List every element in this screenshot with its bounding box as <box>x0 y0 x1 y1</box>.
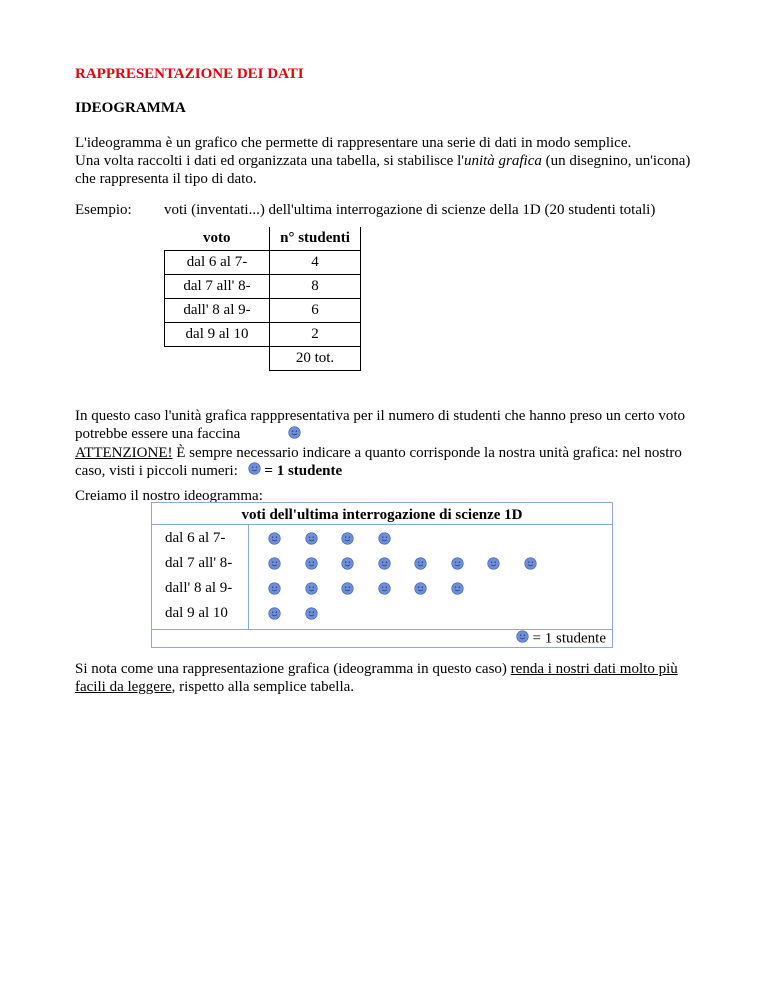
cell-count: 4 <box>270 251 361 275</box>
smiley-icon <box>414 582 427 595</box>
smiley-icon <box>341 532 354 545</box>
smiley-icon <box>378 532 391 545</box>
smiley-icon <box>378 582 391 595</box>
esempio-text: voti (inventati...) dell'ultima interrogazione di scienze della 1D (20 studenti totali) <box>164 202 656 218</box>
unit-definition: = 1 studente <box>264 462 343 479</box>
smiley-icon <box>487 557 500 570</box>
smiley-icon <box>268 582 281 595</box>
smiley-icon <box>378 557 391 570</box>
intro-line-2a: Una volta raccolti i dati ed organizzata una tabella, si stabilisce l' <box>75 153 464 169</box>
smiley-icon <box>305 607 318 620</box>
conclusion-pre: Si nota come una rappresentazione grafica (ideogramma in questo caso) <box>75 661 511 677</box>
attenzione-label: ATTENZIONE! <box>75 444 173 461</box>
table-row <box>165 275 361 299</box>
smiley-icon <box>305 557 318 570</box>
data-table <box>164 227 361 371</box>
smiley-icon <box>268 557 281 570</box>
smiley-icon <box>451 557 464 570</box>
explanation-paragraph <box>75 407 735 480</box>
explanation-line-4: caso, visti i piccoli numeri: <box>75 462 238 479</box>
table-row <box>165 299 361 323</box>
smiley-icon <box>305 532 318 545</box>
smiley-icon <box>516 630 529 648</box>
cell-empty <box>165 347 270 371</box>
cell-voto: dal 6 al 7- <box>165 251 270 275</box>
smiley-icon <box>288 426 301 444</box>
row-label: dal 6 al 7- <box>165 530 226 546</box>
table-row <box>165 251 361 275</box>
smiley-icon <box>268 607 281 620</box>
smiley-icon <box>305 582 318 595</box>
explanation-line-1: In questo caso l'unità grafica rapppresentativa per il numero di studenti che hanno preso un certo voto <box>75 408 686 424</box>
chart-title: voti dell'ultima interrogazione di scienze 1D <box>152 503 612 525</box>
conclusion-underline-2: facili da leggere <box>75 679 172 695</box>
smiley-icon <box>268 532 281 545</box>
conclusion-underline-1: renda i nostri dati molto più <box>510 661 678 677</box>
chart-divider <box>248 525 249 629</box>
cell-voto: dal 7 all' 8- <box>165 275 270 299</box>
legend-label: = 1 studente <box>532 630 606 647</box>
table-row <box>165 323 361 347</box>
smiley-icon <box>341 557 354 570</box>
explanation-line-3: È sempre necessario indicare a quanto corrisponde la nostra unità grafica: nel nostro <box>172 444 682 461</box>
table-total-row <box>165 347 361 371</box>
smiley-icon <box>451 582 464 595</box>
intro-line-1: L'ideogramma è un grafico che permette di rappresentare una serie di dati in modo semplice. <box>75 135 632 151</box>
smiley-icon <box>524 557 537 570</box>
page-title: RAPPRESENTAZIONE DEI DATI <box>75 66 304 82</box>
cell-voto: dal 9 al 10 <box>165 323 270 347</box>
conclusion-post: , rispetto alla semplice tabella. <box>171 679 355 695</box>
intro-paragraph <box>75 134 715 188</box>
cell-count: 2 <box>270 323 361 347</box>
row-label: dal 9 al 10 <box>165 605 228 621</box>
row-label: dal 7 all' 8- <box>165 555 233 571</box>
smiley-icon <box>248 462 261 480</box>
section-heading: IDEOGRAMMA <box>75 100 186 116</box>
cell-voto: dall' 8 al 9- <box>165 299 270 323</box>
explanation-line-2: potrebbe essere una faccina <box>75 426 241 442</box>
intro-line-3: che rappresenta il tipo di dato. <box>75 171 257 187</box>
cell-total: 20 tot. <box>270 347 361 371</box>
table-header-row <box>165 227 361 251</box>
intro-italic: unità grafica <box>463 153 542 169</box>
creiamo-text: Creiamo il nostro ideogramma: <box>75 488 263 504</box>
cell-count: 6 <box>270 299 361 323</box>
esempio-label: Esempio: <box>75 202 132 218</box>
conclusion-paragraph <box>75 660 735 696</box>
chart-legend <box>516 630 606 648</box>
intro-line-2c: (un disegnino, un'icona) <box>541 153 691 169</box>
ideogram-chart <box>151 502 613 648</box>
header-studenti: n° studenti <box>270 227 361 251</box>
cell-count: 8 <box>270 275 361 299</box>
row-label: dall' 8 al 9- <box>165 580 233 596</box>
smiley-icon <box>414 557 427 570</box>
smiley-icon <box>341 582 354 595</box>
header-voto: voto <box>165 227 270 251</box>
